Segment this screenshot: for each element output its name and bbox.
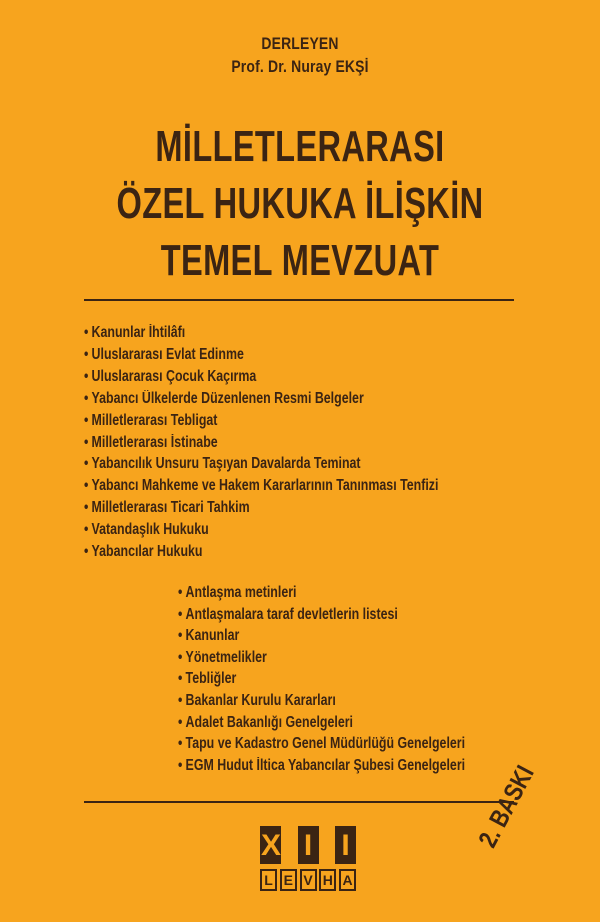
logo-letter: E [280, 869, 297, 891]
editor-block [0, 32, 600, 78]
logo-letter: A [339, 869, 356, 891]
bullet-icon: • [84, 521, 89, 539]
editor-role: DERLEYEN [261, 34, 339, 53]
bullet-icon: • [178, 735, 183, 753]
bullet-icon: • [84, 543, 89, 561]
list-item: • Yabancı Mahkeme ve Hakem Kararlarının Tanınması Tenfizi [84, 475, 438, 497]
logo-letter: X [260, 826, 281, 864]
bullet-icon: • [84, 411, 89, 429]
editor-name: Prof. Dr. Nuray EKŞİ [231, 57, 369, 76]
bullet-icon: • [84, 477, 89, 495]
logo-mark-xii [260, 826, 356, 866]
list-item: • Bakanlar Kurulu Kararları [178, 690, 465, 712]
logo-letter: V [300, 869, 317, 891]
bullet-icon: • [178, 584, 183, 601]
list-item: • EGM Hudut İltica Yabancılar Şubesi Genelgeleri [178, 755, 465, 777]
title-line-2: ÖZEL HUKUKA İLİŞKİN [116, 179, 484, 228]
logo-letter: H [319, 869, 336, 891]
bullet-icon: • [178, 627, 183, 645]
bullet-icon: • [178, 713, 183, 731]
bullet-icon: • [84, 324, 89, 341]
bullet-icon: • [178, 756, 183, 774]
list-item: • Yabancılık Unsuru Taşıyan Davalarda Teminat [84, 453, 438, 475]
publisher-logo [260, 826, 356, 898]
list-item: • Antlaşmalara taraf devletlerin listesi [178, 604, 465, 626]
book-title [0, 118, 600, 289]
topics-list [84, 322, 527, 563]
list-item: • Vatandaşlık Hukuku [84, 519, 438, 541]
title-line-1: MİLLETLERARASI [155, 122, 445, 171]
list-item: • Yönetmelikler [178, 647, 465, 669]
list-item: • Yabancılar Hukuku [84, 541, 438, 563]
bullet-icon: • [178, 691, 183, 709]
list-item: • Milletlerarası Ticari Tahkim [84, 497, 438, 519]
list-item: • Kanunlar [178, 625, 465, 647]
edition-label: 2. BASKI [472, 760, 540, 853]
list-item: • Yabancı Ülkelerde Düzenlenen Resmi Belgeler [84, 388, 438, 410]
list-item: • Tebliğler [178, 668, 465, 690]
list-item: • Uluslararası Çocuk Kaçırma [84, 366, 438, 388]
bullet-icon: • [84, 389, 89, 407]
bullet-icon: • [84, 345, 89, 363]
list-item: • Milletlerarası İstinabe [84, 432, 438, 454]
bullet-icon: • [84, 455, 89, 473]
divider-bottom [84, 801, 514, 803]
divider-top [84, 299, 514, 301]
logo-letter: L [260, 869, 277, 891]
contents-list [178, 582, 537, 776]
bullet-icon: • [178, 648, 183, 666]
list-item: • Tapu ve Kadastro Genel Müdürlüğü Genelgeleri [178, 733, 465, 755]
list-item: • Adalet Bakanlığı Genelgeleri [178, 712, 465, 734]
bullet-icon: • [178, 605, 183, 623]
bullet-icon: • [84, 433, 89, 451]
bullet-icon: • [84, 367, 89, 385]
list-item: • Antlaşma metinleri [178, 582, 465, 604]
title-line-3: TEMEL MEVZUAT [160, 236, 440, 285]
bullet-icon: • [178, 670, 183, 688]
bullet-icon: • [84, 499, 89, 517]
list-item: • Kanunlar İhtilâfı [84, 322, 438, 344]
list-item: • Milletlerarası Tebligat [84, 410, 438, 432]
logo-letter: I [298, 826, 319, 864]
logo-wordmark-levha [260, 869, 356, 891]
list-item: • Uluslararası Evlat Edinme [84, 344, 438, 366]
logo-letter: I [335, 826, 356, 864]
